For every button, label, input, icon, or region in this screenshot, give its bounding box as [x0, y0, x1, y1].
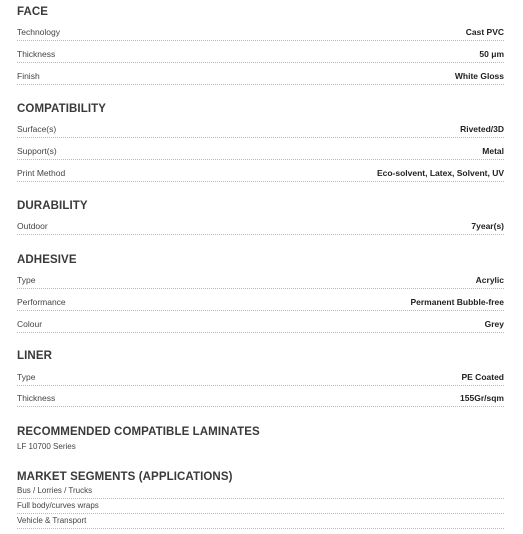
- spec-label: Thickness: [17, 49, 56, 59]
- section-title-market-segments: MARKET SEGMENTS (APPLICATIONS): [17, 471, 233, 483]
- spec-value: Eco-solvent, Latex, Solvent, UV: [376, 168, 504, 178]
- section-title-face: FACE: [17, 6, 49, 18]
- segment-item: Vehicle & Transport: [17, 515, 504, 529]
- spec-value: White Gloss: [454, 71, 504, 81]
- spec-value: Metal: [482, 146, 504, 156]
- spec-value: 155Gr/sqm: [460, 393, 504, 403]
- spec-row-supports: [17, 145, 504, 160]
- spec-value: Permanent Bubble-free: [410, 297, 504, 307]
- spec-label: Support(s): [17, 146, 57, 156]
- spec-row-thickness: [17, 48, 504, 63]
- spec-label: Type: [17, 275, 36, 285]
- spec-value: Riveted/3D: [460, 124, 504, 134]
- spec-label: Finish: [17, 71, 40, 81]
- laminate-series: LF 10700 Series: [17, 442, 76, 451]
- spec-row-print-method: [17, 167, 504, 182]
- spec-row-liner-type: [17, 371, 504, 386]
- segment-item: Bus / Lorries / Trucks: [17, 485, 504, 499]
- section-title-adhesive: ADHESIVE: [17, 254, 77, 266]
- spec-row-technology: [17, 26, 504, 41]
- section-title-liner: LINER: [17, 350, 52, 362]
- spec-row-outdoor: [17, 220, 504, 235]
- spec-row-colour: [17, 318, 504, 333]
- spec-row-adhesive-type: [17, 274, 504, 289]
- spec-value: Cast PVC: [465, 27, 504, 37]
- spec-label: Thickness: [17, 393, 56, 403]
- spec-label: Technology: [17, 27, 61, 37]
- spec-label: Colour: [17, 319, 43, 329]
- spec-value: 50 μm: [479, 49, 504, 59]
- spec-value: Acrylic: [475, 275, 504, 285]
- spec-label: Surface(s): [17, 124, 57, 134]
- spec-value: PE Coated: [461, 372, 504, 382]
- spec-value: 7year(s): [471, 221, 504, 231]
- spec-row-performance: [17, 296, 504, 311]
- spec-label: Performance: [17, 297, 66, 307]
- spec-row-liner-thickness: [17, 392, 504, 407]
- spec-label: Outdoor: [17, 221, 48, 231]
- spec-row-finish: [17, 70, 504, 85]
- segment-item: Full body/curves wraps: [17, 500, 504, 514]
- section-title-compatibility: COMPATIBILITY: [17, 103, 107, 115]
- spec-label: Print Method: [17, 168, 66, 178]
- spec-value: Grey: [484, 319, 504, 329]
- spec-label: Type: [17, 372, 36, 382]
- spec-row-surfaces: [17, 123, 504, 138]
- section-title-durability: DURABILITY: [17, 200, 88, 212]
- section-title-laminates: RECOMMENDED COMPATIBLE LAMINATES: [17, 426, 260, 438]
